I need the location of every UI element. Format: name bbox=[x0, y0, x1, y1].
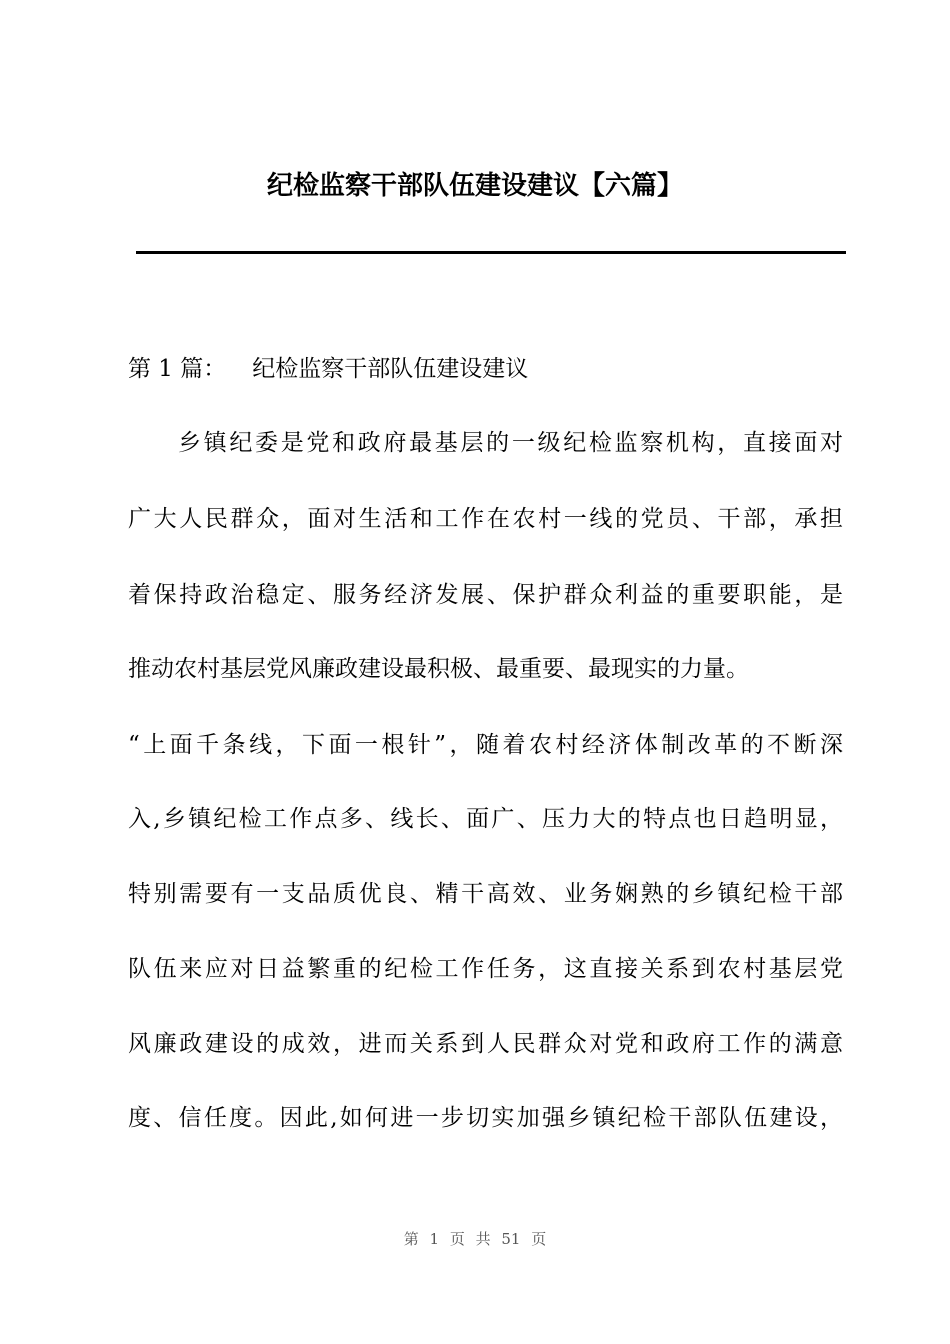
body-line: 推动农村基层党风廉政建设最积极、最重要、最现实的力量。 bbox=[128, 656, 749, 682]
body-line: 入,乡镇纪检工作点多、线长、面广、压力大的特点也日趋明显， bbox=[128, 806, 843, 832]
body-line: 队伍来应对日益繁重的纪检工作任务，这直接关系到农村基层党 bbox=[128, 956, 843, 982]
body-line: 特别需要有一支品质优良、精干高效、业务娴熟的乡镇纪检干部 bbox=[128, 881, 843, 907]
body-line: 风廉政建设的成效，进而关系到人民群众对党和政府工作的满意 bbox=[128, 1031, 843, 1057]
section-heading bbox=[128, 352, 528, 386]
body-line: 广大人民群众，面对生活和工作在农村一线的党员、干部，承担 bbox=[128, 506, 843, 532]
body-line: “上面千条线，下面一根针”，随着农村经济体制改革的不断深 bbox=[128, 732, 843, 758]
page-number-footer: 第 1 页 共 51 页 bbox=[403, 1230, 547, 1248]
section-title: 纪检监察干部队伍建设建议 bbox=[252, 356, 529, 382]
body-line: 着保持政治稳定、服务经济发展、保护群众利益的重要职能，是 bbox=[128, 582, 843, 608]
document-title: 纪检监察干部队伍建设建议【六篇】 bbox=[266, 171, 683, 201]
section-label: 第 1 篇： bbox=[128, 356, 227, 382]
body-line: 度、信任度。因此,如何进一步切实加强乡镇纪检干部队伍建设， bbox=[128, 1105, 843, 1131]
title-underline-rule bbox=[136, 251, 846, 254]
body-line: 乡镇纪委是党和政府最基层的一级纪检监察机构，直接面对 bbox=[178, 430, 843, 456]
